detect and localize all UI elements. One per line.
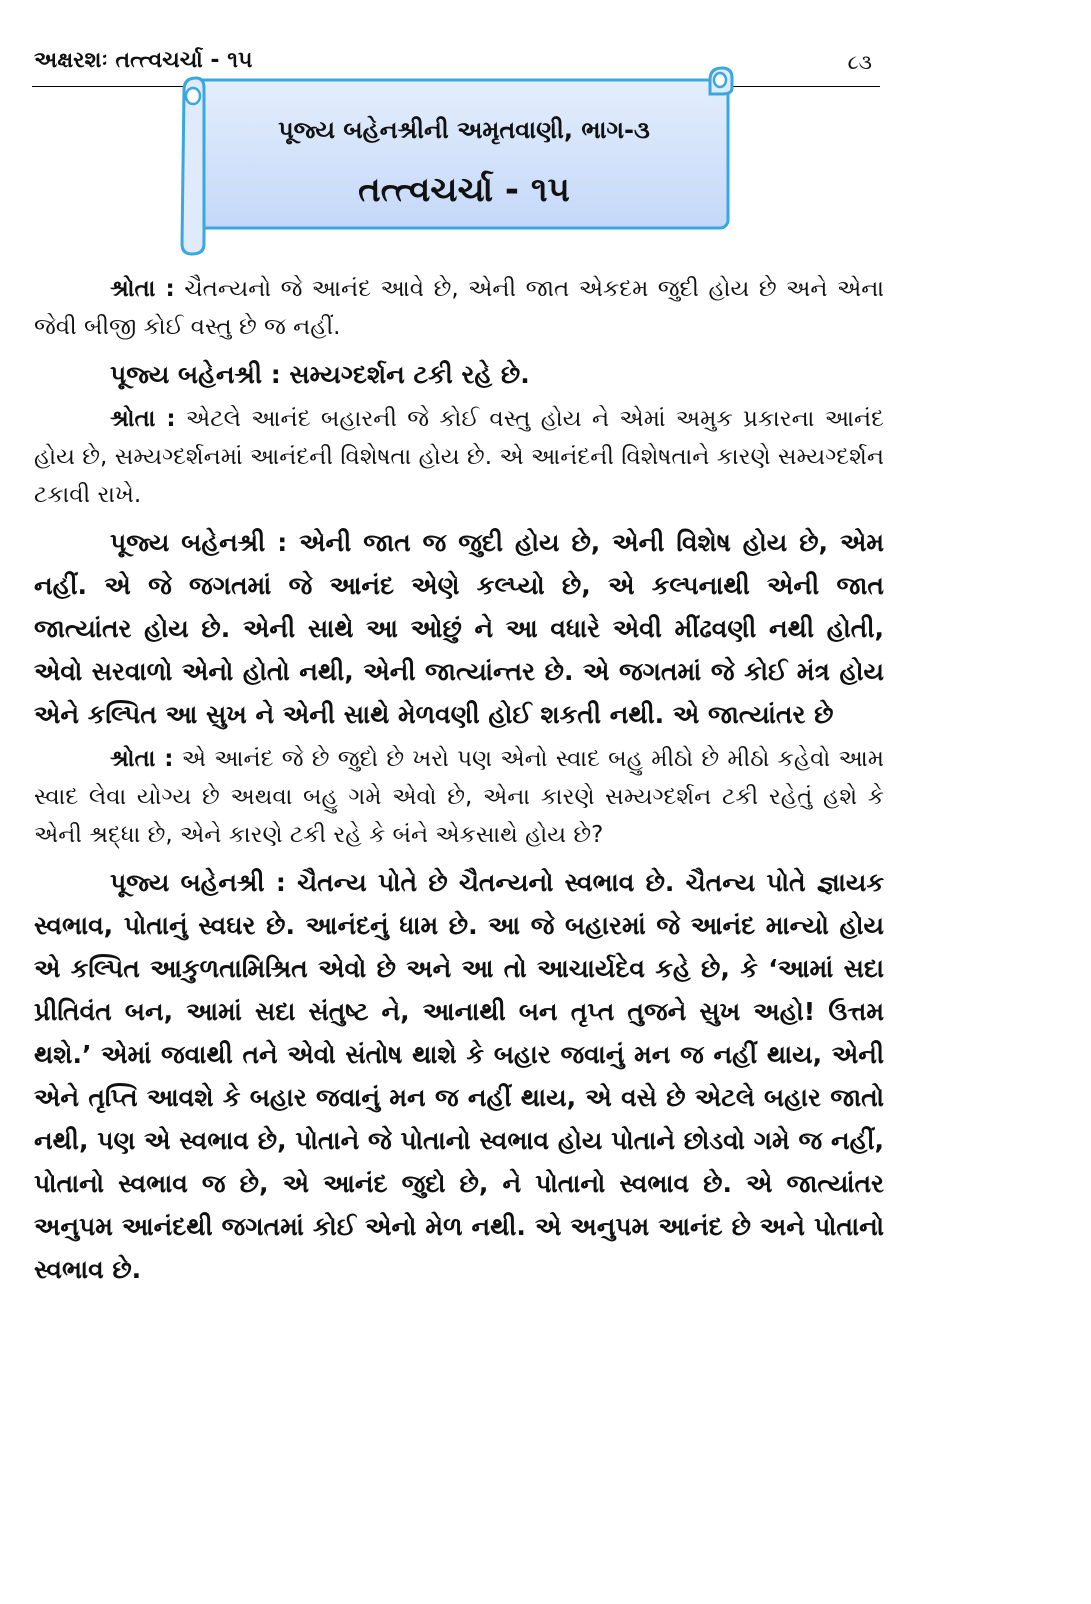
speaker-label: પૂજ્ય બહેનશ્રી : [110, 528, 288, 557]
dialogue-paragraph [34, 400, 884, 514]
dialogue-paragraph [34, 353, 884, 396]
transcript-body [34, 270, 884, 1295]
paragraph-text: એ આનંદ જે છે જુદો છે ખરો પણ એનો સ્વાદ બહુ મીઠો છે મીઠો કહેવો આમ સ્વાદ લેવા યોગ્ય છે અથવા બહુ ગમે એવો છે, એના કારણે સમ્યગ્દર્શન ટકી રહેતું હશે કે એની શ્રદ્ધા છે, એને કારણે ટકી રહે કે બંને એકસાથે હોય છે? [34, 746, 884, 848]
paragraph-text: ચૈતન્ય પોતે છે ચૈતન્યનો સ્વભાવ છે. ચૈતન્ય પોતે જ્ઞાયક સ્વભાવ, પોતાનું સ્વઘર છે. આનંદનું ધામ છે. આ જે બહારમાં જે આનંદ માન્યો હોય એ કલ્પિત આકુળતામિશ્રિત એવો છે અને આ તો આચાર્યદેવ કહે છે, કે ‘આમાં સદા પ્રીતિવંત બન, આમાં સદા સંતુષ્ટ ને, આનાથી બન તૃપ્ત તુજને સુખ અહો! ઉત્તમ થશે.’ એમાં જવાથી તને એવો સંતોષ થાશે કે બહાર જવાનું મન જ નહીં થાય, એની એને તૃપ્તિ આવશે કે બહાર જવાનું મન જ નહીં થાય, એ વસે છે એટલે બહાર જાતો નથી, પણ એ સ્વભાવ છે, પોતાને જે પોતાનો સ્વભાવ હોય પોતાને છોડવો ગમે જ નહીં, પોતાનો સ્વભાવ જ છે, એ આનંદ જુદો છે, ને પોતાનો સ્વભાવ છે. એ જાત્યાંતર અનુપમ આનંદથી જગતમાં કોઈ એનો મેળ નથી. એ અનુપમ આનંદ છે અને પોતાનો સ્વભાવ છે. [34, 868, 884, 1284]
paragraph-text: ચૈતન્યનો જે આનંદ આવે છે, એની જાત એકદમ જુદી હોય છે અને એના જેવી બીજી કોઈ વસ્તુ છે જ નહીં. [34, 276, 884, 340]
running-title: અક્ષરશઃ તત્ત્વચર્ચા - ૧૫ [34, 48, 253, 73]
banner-title: તત્ત્વચર્ચા - ૧૫ [358, 170, 570, 210]
page-number: ૮૩ [847, 50, 872, 74]
dialogue-paragraph [34, 521, 884, 736]
speaker-label: પૂજ્ય બહેનશ્રી : [110, 868, 286, 897]
speaker-label: શ્રોતા : [110, 276, 175, 302]
speaker-label: શ્રોતા : [110, 406, 176, 432]
paragraph-text: સમ્યગ્દર્શન ટકી રહે છે. [280, 360, 530, 389]
banner-subtitle: પૂજ્ય બહેનશ્રીની અમૃતવાણી, ભાગ-૩ [278, 116, 650, 144]
scroll-shape [174, 66, 740, 258]
title-scroll-banner [174, 66, 740, 258]
paragraph-text: એની જાત જ જુદી હોય છે, એની વિશેષ હોય છે, એમ નહીં. એ જે જગતમાં જે આનંદ એણે કલ્પ્યો છે, એ કલ્પનાથી એની જાત જાત્યાંતર હોય છે. એની સાથે આ ઓછું ને આ વધારે એવી મીંઢવણી નથી હોતી, એવો સરવાળો એનો હોતો નથી, એની જાત્યાંન્તર છે. એ જગતમાં જે કોઈ મંત્ર હોય એને કલ્પિત આ સુખ ને એની સાથે મેળવણી હોઈ શકતી નથી. એ જાત્યાંતર છે [34, 528, 884, 729]
dialogue-paragraph [34, 270, 884, 346]
dialogue-paragraph [34, 861, 884, 1291]
dialogue-paragraph [34, 740, 884, 854]
paragraph-text: એટલે આનંદ બહારની જે કોઈ વસ્તુ હોય ને એમાં અમુક પ્રકારના આનંદ હોય છે, સમ્યગ્દર્શનમાં આનંદની વિશેષતા હોય છે. એ આનંદની વિશેષતાને કારણે સમ્યગ્દર્શન ટકાવી રાખે. [34, 406, 884, 508]
speaker-label: શ્રોતા : [110, 746, 174, 772]
speaker-label: પૂજ્ય બહેનશ્રી : [110, 360, 281, 389]
